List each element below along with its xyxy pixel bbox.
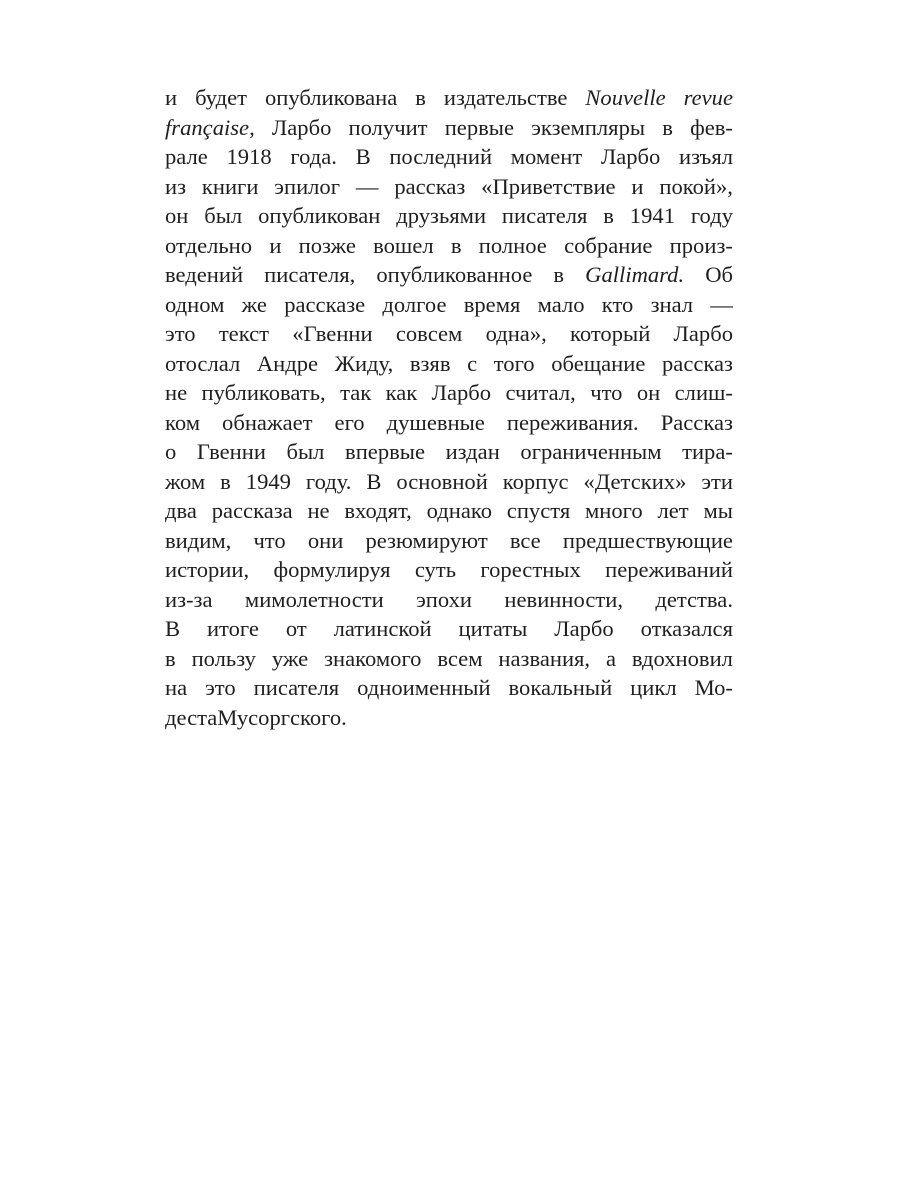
word: 1918 (226, 144, 272, 169)
word: корпус (502, 468, 569, 494)
word: в (603, 203, 614, 228)
word: Nouvelle (585, 85, 666, 110)
word: отослал (165, 350, 241, 376)
word: названия, (498, 645, 591, 671)
word: опубликована (264, 85, 398, 110)
word: знакомого (324, 645, 422, 671)
word: переживания. (506, 409, 639, 435)
word: того (493, 350, 535, 376)
word: был (286, 439, 325, 464)
word: резюмируют (365, 527, 488, 553)
word: на (165, 675, 188, 700)
word: В (366, 468, 382, 494)
word: произ- (669, 232, 733, 258)
word: он (636, 380, 661, 405)
word: рассказ (394, 173, 466, 199)
word: его (334, 409, 365, 435)
word: основной (396, 468, 488, 494)
text-line (165, 83, 733, 113)
word: писателя, (264, 262, 356, 287)
word: кто (601, 291, 634, 317)
word: так (340, 380, 372, 405)
word: Андре (256, 350, 319, 376)
word: Gallimard. (585, 262, 685, 287)
word: это (205, 675, 236, 700)
word: слиш- (674, 380, 733, 405)
word: Ларбо (431, 380, 492, 405)
word: Мусоргского. (217, 704, 347, 730)
word: revue (683, 85, 733, 110)
word: они (307, 527, 344, 553)
word: рассказа (211, 498, 293, 523)
text-line (165, 378, 733, 408)
word: рале (165, 144, 208, 169)
word: суть (414, 557, 457, 582)
word: жом (165, 468, 206, 494)
word: же (241, 291, 267, 317)
word: ведений (165, 262, 244, 287)
word: вокальный (508, 675, 613, 700)
word: долгое (382, 291, 447, 317)
word: считал, (505, 380, 576, 405)
word: Рассказ (660, 409, 733, 435)
word: Жиду, (334, 350, 394, 376)
word: в (450, 232, 462, 258)
word: рассказ (662, 350, 733, 376)
word: ком (165, 409, 200, 435)
text-line (165, 644, 733, 674)
word: уже (271, 645, 309, 671)
word: издан (445, 439, 500, 464)
word: друзьями (396, 203, 487, 228)
word: момент (510, 144, 583, 169)
word: переживаний (605, 557, 733, 582)
word: пользу (191, 645, 256, 671)
word: в (220, 468, 231, 494)
text-line (165, 585, 733, 615)
word: латинской (333, 616, 432, 641)
word: о (165, 439, 177, 464)
word: «Гвенни (292, 321, 373, 346)
word: вошел (373, 232, 434, 258)
word: а (605, 645, 616, 671)
word: мало (537, 291, 585, 317)
word: и (269, 232, 282, 258)
word: текст (218, 321, 270, 346)
text-line (165, 673, 733, 703)
word: опубликован (258, 203, 381, 228)
text-line (165, 201, 733, 231)
word: невинности, (504, 586, 623, 612)
text-line (165, 526, 733, 556)
word: мы (703, 498, 733, 523)
word: в (165, 645, 176, 671)
text-line (165, 113, 733, 143)
word: это (165, 321, 196, 346)
word: ограниченным (520, 439, 662, 464)
word: тира- (682, 439, 733, 464)
word: писателя (501, 203, 588, 228)
word: «Детских» (583, 468, 687, 494)
word: Об (705, 262, 733, 287)
text-line (165, 614, 733, 644)
word: эти (701, 468, 733, 494)
word: с (467, 350, 478, 376)
word: году. (305, 468, 352, 494)
word: в (415, 85, 426, 110)
word: Ларбо (600, 144, 661, 169)
word: экземпляры (531, 114, 646, 140)
word: покой», (659, 173, 733, 199)
word: цитаты (458, 616, 528, 641)
word: все (509, 527, 541, 553)
word: собрание (564, 232, 653, 258)
word: он (165, 203, 189, 228)
word: обещание (551, 350, 646, 376)
text-line (165, 231, 733, 261)
word: душевные (386, 409, 485, 435)
word: 1941 (629, 203, 675, 228)
word: который (570, 321, 651, 346)
text-line (165, 349, 733, 379)
word: Гвенни (196, 439, 266, 464)
word: полное (478, 232, 547, 258)
word: последний (389, 144, 493, 169)
text-line (165, 172, 733, 202)
word: спустя (506, 498, 571, 523)
word: — (355, 173, 379, 199)
word: 1949 (245, 468, 291, 494)
text-line (165, 142, 733, 172)
word: много (585, 498, 643, 523)
word: и (631, 173, 644, 199)
word: отказался (640, 616, 733, 641)
word: не (165, 380, 188, 405)
word: первые (444, 114, 515, 140)
word: одна», (485, 321, 547, 346)
word: истории, (165, 557, 250, 582)
word: как (385, 380, 418, 405)
word: что (590, 380, 623, 405)
word: опубликованное (376, 262, 533, 287)
word: публиковать, (201, 380, 326, 405)
word: предшествующие (562, 527, 733, 553)
word: получит (348, 114, 428, 140)
word: обнажает (222, 409, 313, 435)
word: знал (650, 291, 694, 317)
word: фев- (690, 114, 733, 140)
word: отдельно (165, 232, 253, 258)
word: итоге (206, 616, 259, 641)
text-line (165, 260, 733, 290)
word: всем (437, 645, 483, 671)
word: мимолетности (244, 586, 384, 612)
word: Ларбо (271, 114, 332, 140)
word: совсем (395, 321, 463, 346)
text-line (165, 319, 733, 349)
word: — (710, 291, 733, 317)
word: лет (657, 498, 689, 523)
word: писателя (253, 675, 340, 700)
word: из (165, 173, 187, 199)
word: видим, (165, 527, 232, 553)
word: деста (165, 704, 218, 730)
text-line (165, 703, 733, 733)
word: от (285, 616, 307, 641)
word: в (553, 262, 565, 287)
word: В (355, 144, 371, 169)
word: одноименный (357, 675, 491, 700)
word: книги (201, 173, 259, 199)
word: française, (165, 114, 255, 140)
word: был (204, 203, 243, 228)
word: однако (426, 498, 493, 523)
word: детства. (655, 586, 733, 612)
word: формулируя (273, 557, 391, 582)
word: цикл (630, 675, 677, 700)
word: эпохи (416, 586, 473, 612)
word: издательстве (443, 85, 568, 110)
word: рассказе (284, 291, 366, 317)
word: Ларбо (554, 616, 614, 641)
word: Ларбо (673, 321, 733, 346)
word: горестных (480, 557, 581, 582)
word: одном (165, 291, 225, 317)
word: Мо- (694, 675, 733, 700)
word: В (165, 616, 181, 641)
word: изъял (679, 144, 733, 169)
text-line (165, 496, 733, 526)
word: в (662, 114, 673, 140)
word: время (463, 291, 521, 317)
text-line (165, 290, 733, 320)
word: входят, (344, 498, 412, 523)
word: будет (195, 85, 247, 110)
word: не (307, 498, 330, 523)
word: позже (298, 232, 356, 258)
word: года. (290, 144, 337, 169)
word: и (165, 85, 178, 110)
word: «Приветствие (481, 173, 616, 199)
word: взяв (409, 350, 451, 376)
word: два (165, 498, 197, 523)
word: вдохновил (631, 645, 733, 671)
word: что (253, 527, 286, 553)
text-line (165, 555, 733, 585)
body-text (165, 83, 733, 732)
word: году (690, 203, 733, 228)
text-line (165, 467, 733, 497)
word: из-за (165, 586, 213, 612)
word: впервые (345, 439, 425, 464)
text-line (165, 437, 733, 467)
text-line (165, 408, 733, 438)
word: эпилог (274, 173, 340, 199)
